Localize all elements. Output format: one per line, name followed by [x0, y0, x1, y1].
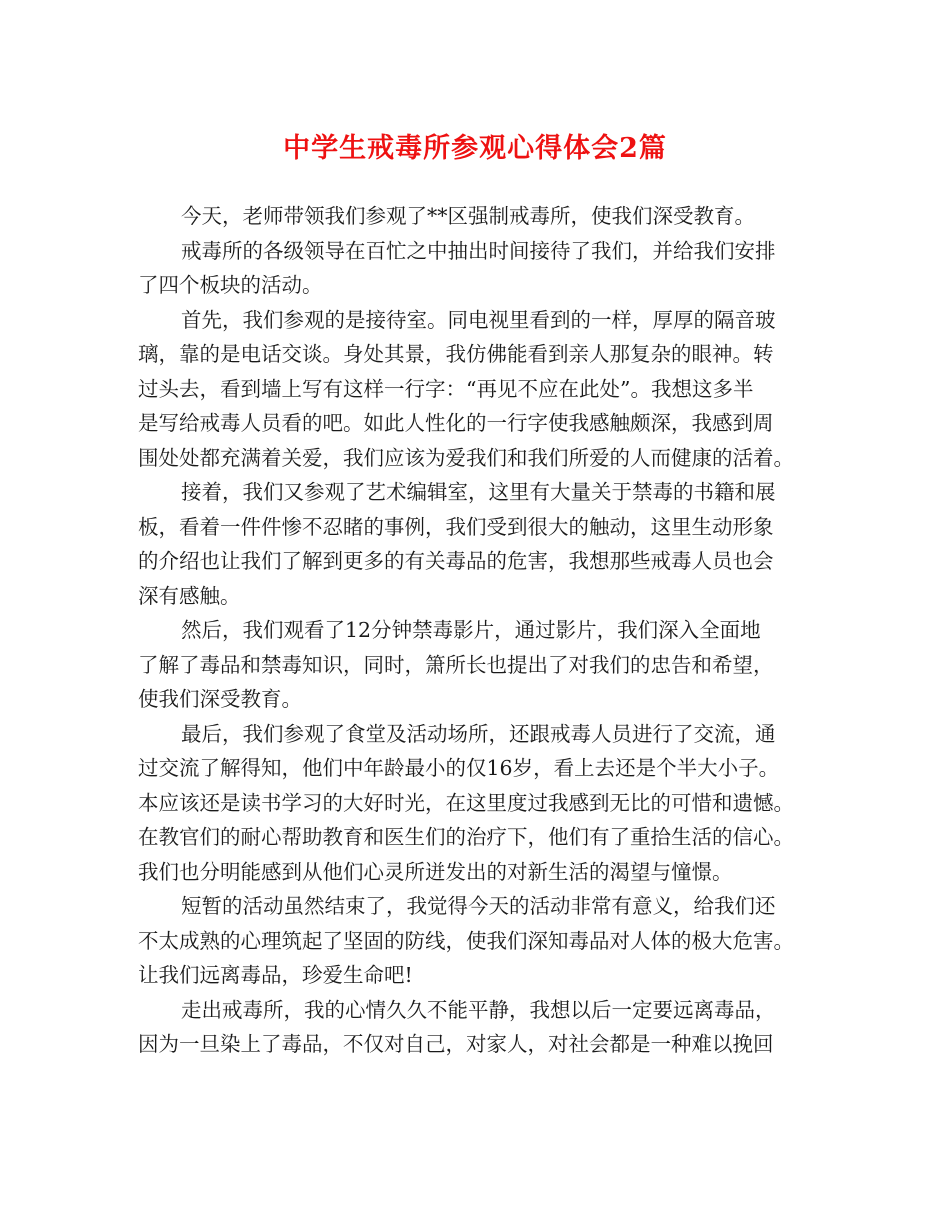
text-line: 在教官们的耐心帮助教育和医生们的治疗下，他们有了重拾生活的信心。: [138, 825, 794, 849]
text-line: 今天，老师带领我们参观了**区强制戒毒所，使我们深受教育。: [181, 204, 755, 228]
text-line: 过交流了解得知，他们中年龄最小的仅16岁，看上去还是个半大小子。: [138, 756, 780, 780]
text-line: 最后，我们参观了食堂及活动场所，还跟戒毒人员进行了交流，通: [181, 721, 776, 746]
text-line: 短暂的活动虽然结束了，我觉得今天的活动非常有意义，给我们还: [181, 894, 776, 918]
document-body: [138, 199, 818, 1062]
text-line: 不太成熟的心理筑起了坚固的防线，使我们深知毒品对人体的极大危害。: [138, 928, 794, 953]
text-line: 板，看着一件件惨不忍睹的事例，我们受到很大的触动，这里生动形象: [138, 514, 774, 539]
text-line: 然后，我们观看了12分钟禁毒影片，通过影片，我们深入全面地: [181, 618, 761, 642]
text-line: 璃，靠的是电话交谈。身处其景，我仿佛能看到亲人那复杂的眼神。转: [138, 342, 774, 366]
text-line: 围处处都充满着关爱，我们应该为爱我们和我们所爱的人而健康的活着。: [138, 445, 794, 470]
text-line: 让我们远离毒品，珍爱生命吧!: [138, 963, 413, 987]
text-line: 的介绍也让我们了解到更多的有关毒品的危害，我想那些戒毒人员也会: [138, 549, 774, 573]
text-line: 过头去，看到墙上写有这样一行字：“再见不应在此处”。我想这多半: [138, 376, 754, 401]
text-line: 戒毒所的各级领导在百忙之中抽出时间接待了我们，并给我们安排: [181, 238, 776, 263]
text-line: 因为一旦染上了毒品，不仅对自己，对家人，对社会都是一种难以挽回: [138, 1032, 774, 1056]
text-line: 我们也分明能感到从他们心灵所迸发出的对新生活的渴望与憧憬。: [138, 859, 733, 884]
text-line: 接着，我们又参观了艺术编辑室，这里有大量关于禁毒的书籍和展: [181, 480, 776, 504]
text-line: 本应该还是读书学习的大好时光，在这里度过我感到无比的可惜和遗憾。: [138, 790, 794, 815]
text-line: 是写给戒毒人员看的吧。如此人性化的一行字使我感触颇深，我感到周: [138, 411, 774, 435]
document-title: 中学生戒毒所参观心得体会2篇: [283, 133, 667, 164]
text-line: 使我们深受教育。: [138, 687, 302, 711]
text-line: 深有感触。: [138, 583, 241, 608]
text-line: 首先，我们参观的是接待室。同电视里看到的一样，厚厚的隔音玻: [181, 307, 776, 332]
text-line: 了四个板块的活动。: [138, 273, 323, 297]
text-line: 走出戒毒所，我的心情久久不能平静，我想以后一定要远离毒品，: [181, 997, 776, 1022]
text-line: 了解了毒品和禁毒知识，同时，箫所长也提出了对我们的忠告和希望，: [138, 652, 774, 677]
